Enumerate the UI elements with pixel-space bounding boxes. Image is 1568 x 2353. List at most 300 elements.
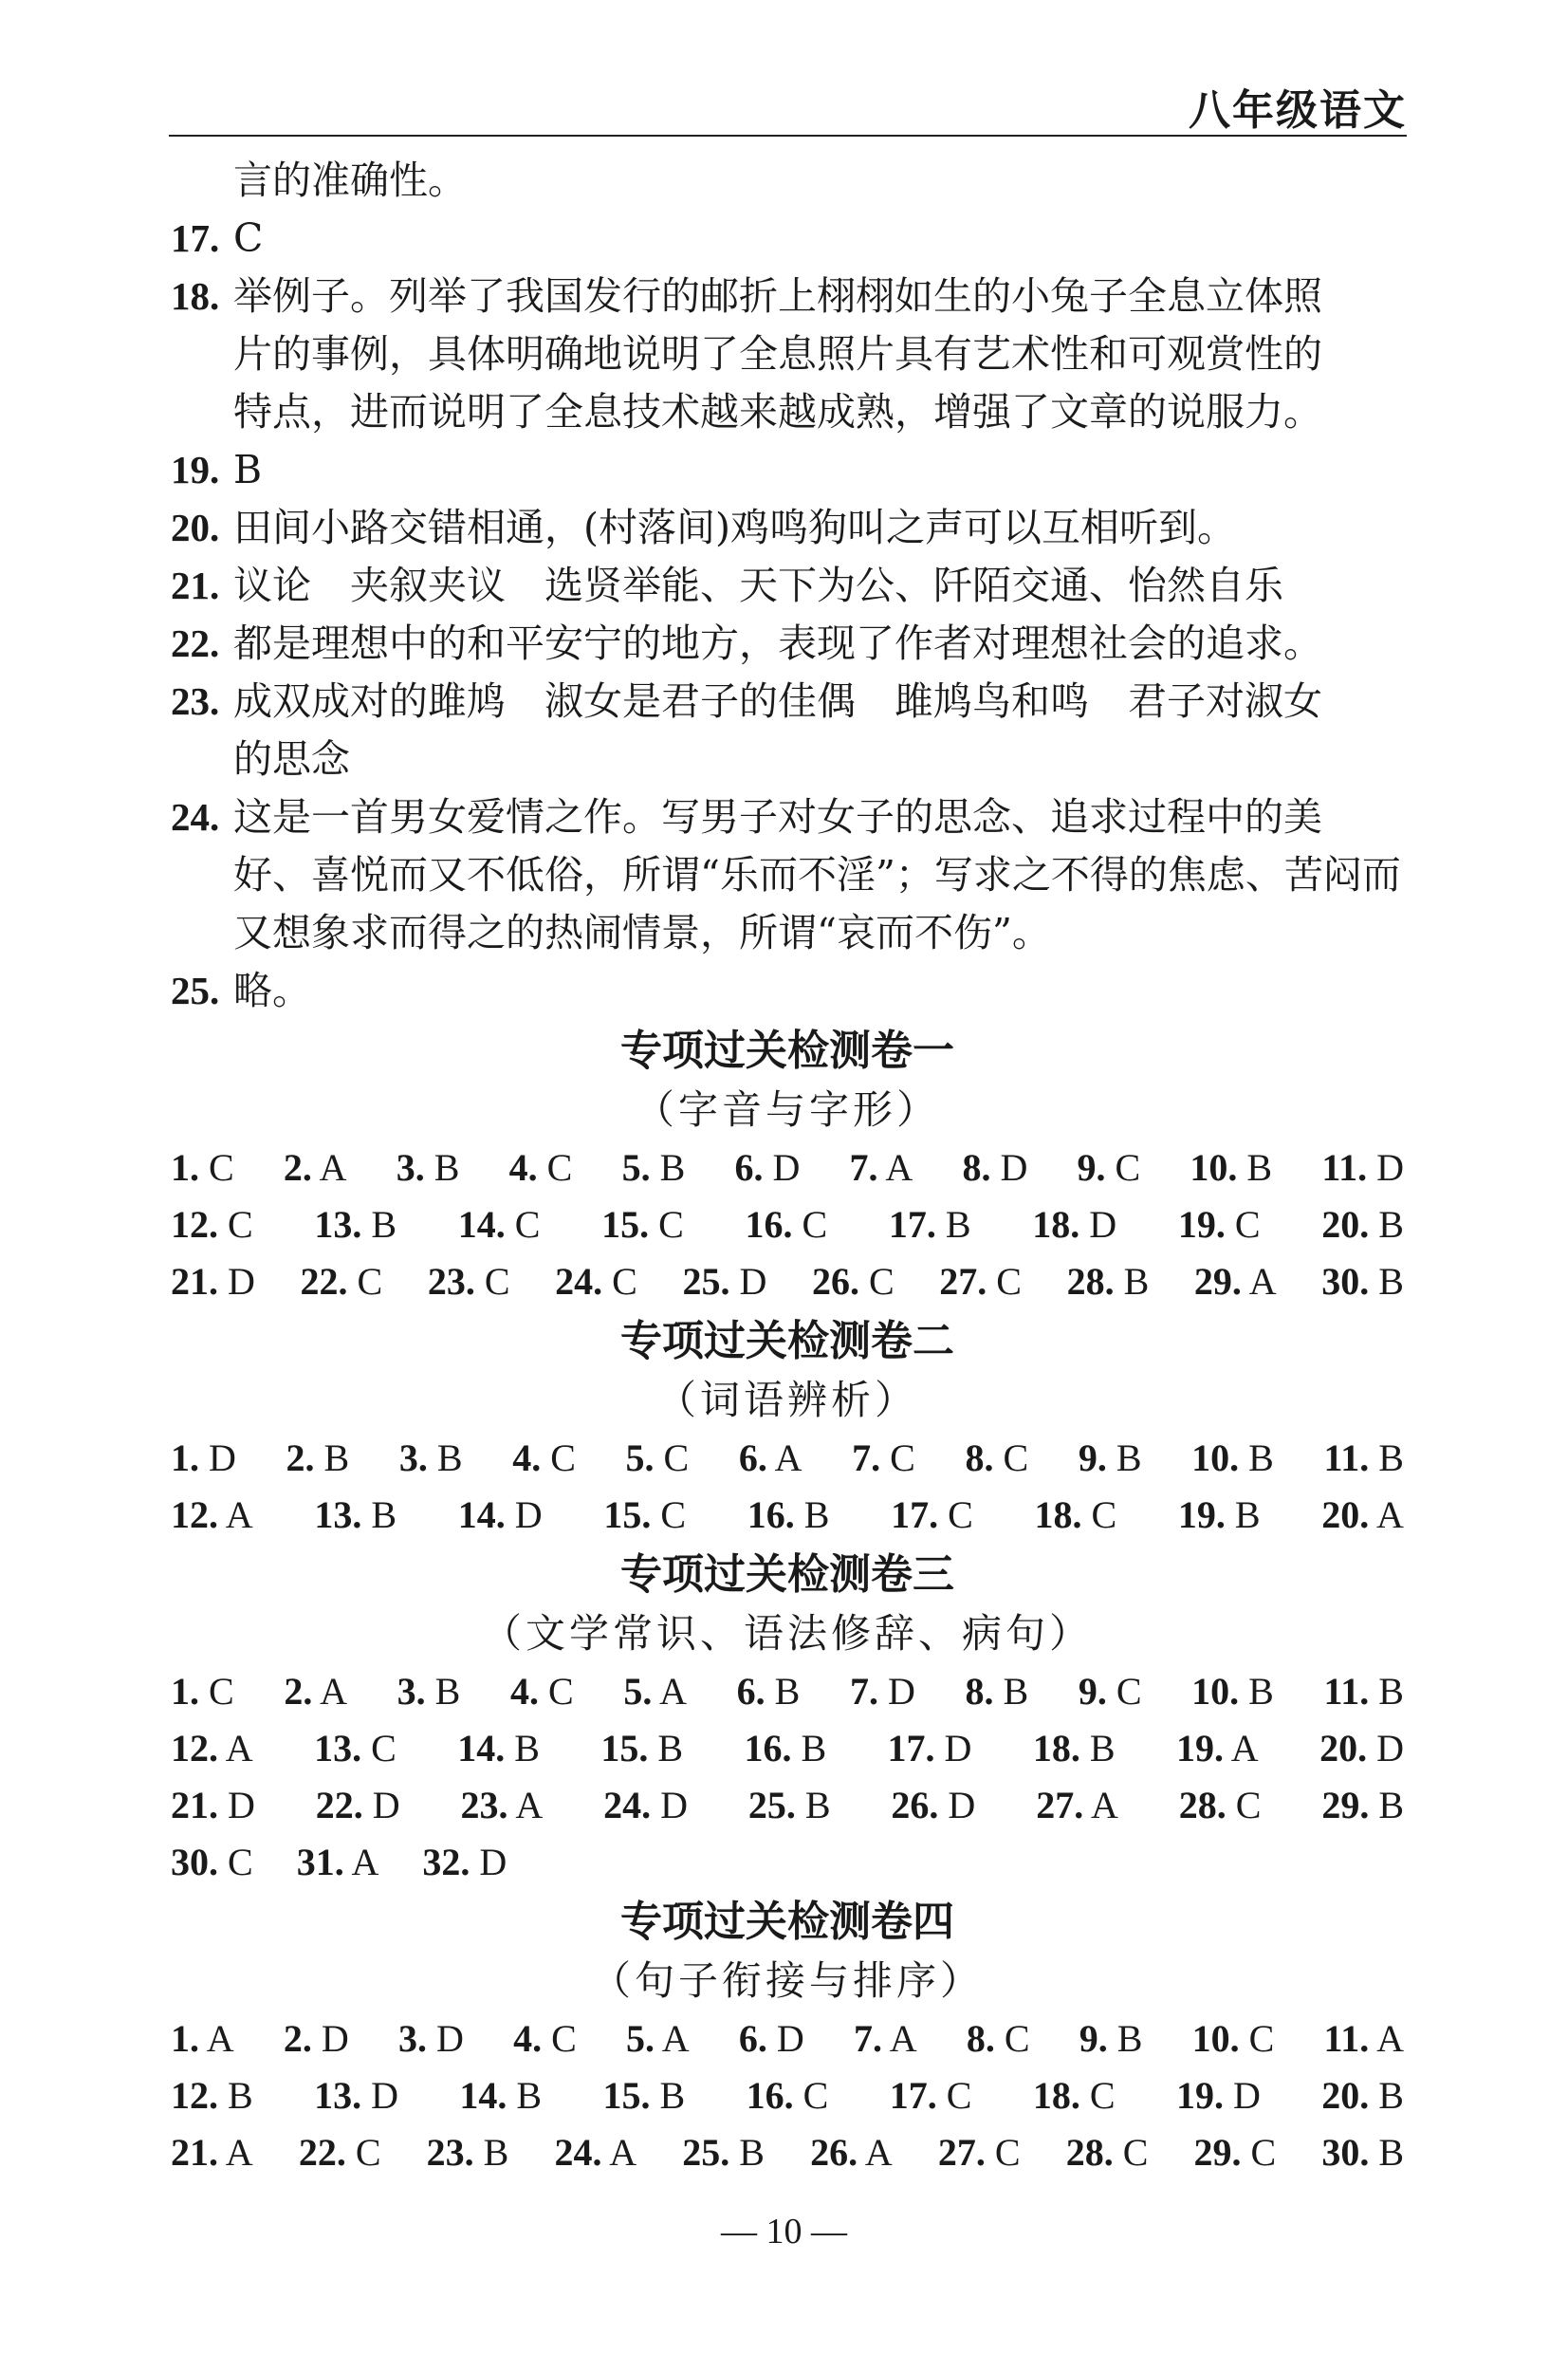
question-number: 13. (314, 2074, 362, 2117)
question-number: 14. (457, 1493, 506, 1536)
answer-choice: B (1079, 1727, 1116, 1769)
question-number: 24. (554, 2131, 602, 2174)
answer-text: C (233, 215, 264, 261)
answer-choice: C (474, 1260, 510, 1303)
question-number: 29. (1193, 1260, 1242, 1303)
answer-cell (458, 1196, 541, 1253)
answer-cell (314, 1720, 397, 1777)
answer-cell (1032, 1196, 1116, 1253)
question-number: 26. (811, 1260, 859, 1303)
question-number: 16. (746, 2074, 794, 2117)
answer-choice: B (361, 1203, 397, 1246)
answer-text: 片的事例，具体明确地说明了全息照片具有艺术性和可观赏性的 (233, 331, 1322, 377)
answer-cell (626, 2010, 690, 2067)
answer-choice: D (1367, 1146, 1404, 1189)
answer-choice: D (1079, 1203, 1117, 1246)
answer-choice: B (314, 1436, 350, 1479)
question-number: 14. (459, 2074, 507, 2117)
answer-choice: B (650, 2074, 686, 2117)
question-number: 12. (171, 1727, 218, 1769)
answer-cell (513, 2010, 577, 2067)
answer-choice: B (361, 1493, 397, 1536)
answer-cell (962, 1139, 1027, 1196)
answer-choice: C (1239, 2017, 1275, 2060)
question-number: 10. (1191, 1436, 1240, 1479)
question-number: 5. (621, 1146, 651, 1189)
answer-choice: C (1113, 2131, 1149, 2174)
section-title: 专项过关检测卷一 (620, 1027, 954, 1075)
question-number: 1. (171, 2017, 199, 2060)
question-number: 10. (1191, 2017, 1240, 2060)
answer-choice: A (654, 2017, 690, 2060)
answer-choice: A (199, 2017, 234, 2060)
answer-cell (171, 1430, 236, 1487)
answer-cell (284, 2010, 349, 2067)
answer-text: 议论 夹叙夹议 选贤举能、天下为公、阡陌交通、怡然自乐 (233, 563, 1283, 608)
question-number: 18. (1032, 1203, 1080, 1246)
question-number: 7. (849, 1670, 878, 1713)
question-number: 16. (744, 1727, 792, 1769)
answer-choice: B (473, 2131, 509, 2174)
question-number: 16. (747, 1493, 795, 1536)
answer-choice: C (1226, 1784, 1262, 1826)
answer-choice: C (538, 1670, 574, 1713)
answer-choice: A (311, 1146, 347, 1189)
answer-cell (603, 1487, 686, 1544)
answer-cell (854, 2010, 917, 2067)
question-number: 5. (623, 1670, 653, 1713)
answer-cell (1078, 1139, 1141, 1196)
answer-choice: D (729, 1260, 767, 1303)
answer-cell (171, 1196, 253, 1253)
answer-choice: C (602, 1260, 637, 1303)
answer-choice: B (765, 1670, 801, 1713)
question-number: 4. (512, 1436, 542, 1479)
question-number: 3. (398, 1436, 428, 1479)
answer-choice: A (858, 2131, 893, 2174)
question-number: 22. (315, 1784, 363, 1826)
answer-choice: D (763, 1146, 801, 1189)
answer-cell (398, 2010, 464, 2067)
question-number: 21. (171, 2131, 218, 2174)
answer-line (171, 557, 1404, 615)
answer-choice: A (1223, 1727, 1259, 1769)
question-number: 24. (555, 1260, 603, 1303)
question-number: 3. (396, 1146, 425, 1189)
question-number: 30. (1321, 2131, 1370, 2174)
answer-text: 特点，进而说明了全息技术越来越成熟，增强了文章的说服力。 (233, 389, 1322, 435)
question-number: 29. (1193, 2131, 1242, 2174)
question-number: 15. (602, 2074, 651, 2117)
answer-cell (171, 1663, 234, 1720)
answer-cell (746, 1196, 828, 1253)
answer-cell (812, 1253, 895, 1310)
question-number: 19. (1177, 1493, 1226, 1536)
answer-cell (1191, 1663, 1274, 1720)
answer-cell (1323, 1430, 1403, 1487)
answer-choice: C (987, 1260, 1022, 1303)
question-number: 19. (1175, 2074, 1224, 2117)
answer-choice: D (1367, 1727, 1404, 1769)
answer-cell (888, 1720, 972, 1777)
question-number: 7. (852, 1436, 881, 1479)
answer-text: 都是理想中的和平安宁的地方，表现了作者对理想社会的追求。 (233, 621, 1322, 666)
answer-choice: C (1241, 2131, 1277, 2174)
answer-cell (852, 1430, 915, 1487)
question-number: 6. (736, 1670, 766, 1713)
question-number: 20. (1321, 2074, 1370, 2117)
page-number: — 10 — (721, 2212, 847, 2251)
question-number: 30. (171, 1841, 218, 1883)
answer-cell (314, 1196, 397, 1253)
answer-choice: A (1369, 2017, 1404, 2060)
question-number: 2. (283, 2017, 312, 2060)
answer-line (171, 904, 1404, 962)
answer-choice: B (1237, 1146, 1273, 1189)
answer-choice: B (1369, 1203, 1404, 1246)
answer-choice: D (426, 2017, 464, 2060)
answer-cell (603, 1777, 688, 1834)
question-number: 26. (891, 1784, 939, 1826)
answer-choice: B (1114, 1260, 1150, 1303)
answer-cell (171, 1720, 253, 1777)
answer-choice: D (990, 1146, 1028, 1189)
question-number: 1. (171, 1146, 199, 1189)
answer-choice: B (1239, 1436, 1274, 1479)
answer-choice: B (794, 1493, 830, 1536)
answer-row (171, 2124, 1404, 2181)
question-number: 20. (1321, 1493, 1370, 1536)
question-number: 12. (171, 1203, 218, 1246)
answer-choice: B (427, 1436, 463, 1479)
answer-text: 言的准确性。 (233, 157, 467, 203)
answer-choice: C (994, 2017, 1030, 2060)
answer-cell (966, 1430, 1029, 1487)
answer-cell (600, 1720, 683, 1777)
answer-cell (891, 1777, 975, 1834)
answer-choice: B (648, 1727, 684, 1769)
question-number: 6. (734, 1146, 764, 1189)
answer-text: 成双成对的雎鸠 淑女是君子的佳偶 雎鸠鸟和鸣 君子对淑女 (233, 678, 1322, 724)
question-number: 18. (1032, 2074, 1080, 2117)
question-number: 2. (283, 1146, 312, 1189)
answer-cell (850, 1139, 913, 1196)
answer-cell (459, 2067, 542, 2124)
question-number: 8. (965, 1436, 994, 1479)
question-number: 23. (171, 679, 220, 723)
answer-choice: C (218, 1203, 253, 1246)
answer-line (171, 788, 1404, 846)
question-number: 14. (457, 1727, 506, 1769)
question-number: 9. (1078, 1436, 1107, 1479)
question-number: 20. (1319, 1727, 1368, 1769)
answer-choice: B (1369, 1784, 1404, 1826)
question-number: 1. (171, 1436, 199, 1479)
answer-cell (1079, 1663, 1142, 1720)
answer-cell (1190, 1139, 1272, 1196)
answer-row (171, 1834, 1404, 1891)
section-subtitle: （句子衔接与排序） (590, 1957, 984, 2004)
answer-cell (171, 1834, 253, 1891)
answer-row (171, 1777, 1404, 1834)
answer-choice: C (993, 1436, 1029, 1479)
answer-choice: B (1369, 2131, 1404, 2174)
answer-cell (555, 1253, 637, 1310)
answer-choice: C (793, 2074, 829, 2117)
question-number: 7. (849, 1146, 878, 1189)
answer-choice: B (795, 1784, 831, 1826)
answer-choice: B (1225, 1493, 1261, 1536)
answer-text: 举例子。列举了我国发行的邮折上栩栩如生的小兔子全息立体照 (233, 273, 1322, 319)
question-number: 15. (601, 1203, 650, 1246)
question-number: 18. (1034, 1493, 1082, 1536)
question-number: 13. (314, 1493, 362, 1536)
answer-choice: C (651, 1493, 687, 1536)
question-number: 23. (427, 1260, 475, 1303)
question-number: 17. (888, 1203, 936, 1246)
answer-cell (554, 2124, 636, 2181)
answer-choice: A (312, 1670, 348, 1713)
answer-choice: B (424, 1146, 460, 1189)
answer-line (171, 152, 1404, 210)
answer-choice: D (505, 1493, 543, 1536)
answer-choice: C (858, 1260, 895, 1303)
answer-text: 这是一首男女爱情之作。写男子对女子的思念、追求过程中的美 (233, 794, 1322, 840)
answer-line (171, 325, 1404, 383)
answer-cell (1319, 1720, 1404, 1777)
answer-choice: D (938, 1784, 976, 1826)
answer-cell (939, 1253, 1022, 1310)
answer-cell (1321, 1139, 1404, 1196)
question-number: 6. (738, 1436, 767, 1479)
question-number: 4. (513, 2017, 543, 2060)
question-number: 25. (682, 1260, 730, 1303)
answer-line (171, 441, 1404, 499)
question-number: 28. (1066, 1260, 1115, 1303)
answer-choice: B (1369, 2074, 1404, 2117)
answer-cell (739, 2010, 804, 2067)
answer-choice: C (218, 1841, 253, 1883)
answer-cell (1194, 2124, 1277, 2181)
answer-cell (314, 2067, 398, 2124)
answer-choice: C (1079, 2074, 1116, 2117)
answer-cell (171, 2067, 253, 2124)
header-title: 八年级语文 (1189, 86, 1407, 135)
answer-cell (1324, 2010, 1404, 2067)
answer-cell (284, 1139, 347, 1196)
answer-choice: C (654, 1436, 690, 1479)
answer-cell (938, 2124, 1021, 2181)
answer-cell (1192, 2010, 1275, 2067)
question-number: 19. (1177, 1203, 1226, 1246)
question-number: 2. (284, 1670, 313, 1713)
question-number: 22. (298, 2131, 346, 2174)
answer-choice: B (425, 1670, 461, 1713)
question-number: 17. (887, 1727, 935, 1769)
answer-cell (1321, 2124, 1404, 2181)
answer-cell (1176, 1720, 1259, 1777)
answer-cell (299, 2124, 381, 2181)
answer-cell (399, 1430, 463, 1487)
question-number: 24. (603, 1784, 652, 1826)
answer-choice: D (1223, 2074, 1261, 2117)
answer-cell (601, 1196, 684, 1253)
answer-cell (810, 2124, 893, 2181)
question-number: 9. (1079, 2017, 1108, 2060)
answer-text: 好、喜悦而又不低俗，所谓“乐而不淫”；写求之不得的焦虑、苦闷而 (233, 852, 1401, 898)
answer-choice: D (934, 1727, 972, 1769)
answer-choice: B (993, 1670, 1029, 1713)
question-number: 17. (889, 2074, 937, 2117)
answer-line (171, 615, 1404, 673)
section-title: 专项过关检测卷二 (620, 1317, 954, 1365)
answer-choice: C (1225, 1203, 1261, 1246)
answer-choice: A (343, 1841, 379, 1883)
question-number: 21. (171, 1784, 218, 1826)
answer-choice: D (362, 1784, 400, 1826)
answer-cell (737, 1663, 801, 1720)
question-number: 21. (171, 564, 220, 607)
answer-cell (510, 1663, 574, 1720)
answer-row (171, 1196, 1404, 1253)
answer-cell (284, 1663, 347, 1720)
answer-choice: B (1239, 1670, 1274, 1713)
answer-cell (682, 1253, 766, 1310)
answer-choice: B (218, 2074, 253, 2117)
section-subtitle: （字音与字形） (634, 1086, 940, 1133)
answer-cell (744, 1720, 826, 1777)
question-number: 10. (1191, 1670, 1240, 1713)
question-number: 23. (426, 2131, 474, 2174)
question-number: 27. (939, 1260, 987, 1303)
answer-cell (890, 2067, 972, 2124)
question-number: 11. (1321, 1146, 1368, 1189)
question-number: 17. (171, 216, 220, 260)
answer-line (171, 383, 1404, 441)
answer-cell (457, 1720, 540, 1777)
answer-choice: C (537, 1146, 573, 1189)
answer-cell (1178, 1487, 1261, 1544)
answer-cell (622, 1139, 686, 1196)
answer-line (171, 210, 1404, 268)
answer-choice: C (936, 2074, 972, 2117)
answer-cell (301, 1253, 383, 1310)
question-number: 9. (1077, 1146, 1106, 1189)
answer-row (171, 1430, 1404, 1487)
answer-choice: B (1106, 1436, 1142, 1479)
answer-choice: C (347, 1260, 383, 1303)
answer-cell (458, 1487, 543, 1544)
question-number: 27. (1036, 1784, 1084, 1826)
answer-choice: C (1106, 1670, 1142, 1713)
answer-cell (1079, 2010, 1143, 2067)
question-number: 11. (1323, 1670, 1370, 1713)
answer-choice: D (218, 1784, 255, 1826)
answer-choice: B (505, 1727, 540, 1769)
question-number: 19. (1175, 1727, 1224, 1769)
section-subtitle: （文学常识、语法修辞、病句） (481, 1610, 1093, 1657)
answer-row (171, 2067, 1404, 2124)
section-title: 专项过关检测卷三 (620, 1550, 954, 1599)
answer-cell (427, 2124, 509, 2181)
answer-choice: D (361, 2074, 398, 2117)
answer-choice: C (542, 2017, 577, 2060)
answer-choice: B (1369, 1260, 1404, 1303)
question-number: 9. (1078, 1670, 1107, 1713)
answer-text: 的思念 (233, 736, 350, 782)
answer-cell (512, 1430, 576, 1487)
answer-choice: A (601, 2131, 637, 2174)
section-title: 专项过关检测卷四 (620, 1898, 954, 1946)
question-number: 8. (965, 1670, 994, 1713)
answer-choice: C (1105, 1146, 1141, 1189)
answer-cell (314, 1487, 397, 1544)
question-number: 13. (314, 1727, 362, 1769)
answer-cell (747, 1487, 830, 1544)
question-number: 11. (1323, 2017, 1370, 2060)
answer-choice: D (651, 1784, 688, 1826)
answer-cell (966, 1663, 1029, 1720)
question-number: 20. (171, 506, 220, 549)
answer-cell (397, 1139, 460, 1196)
answer-content (171, 152, 1404, 2181)
answer-choice: B (507, 2074, 543, 2117)
answer-cell (623, 1663, 687, 1720)
answer-choice: B (935, 1203, 971, 1246)
answer-choice: B (791, 1727, 827, 1769)
question-number: 7. (853, 2017, 882, 2060)
answer-cell (747, 2067, 829, 2124)
answer-line (171, 673, 1404, 731)
answer-cell (626, 1430, 690, 1487)
answer-cell (397, 1663, 461, 1720)
answer-cell (422, 1834, 507, 1891)
answer-cell (1194, 1253, 1277, 1310)
answer-text: 田间小路交错相通，(村落间)鸡鸣狗叫之声可以互相听到。 (233, 505, 1236, 550)
answer-choice: A (218, 1727, 253, 1769)
question-number: 12. (171, 2074, 218, 2117)
answer-choice: C (199, 1670, 234, 1713)
question-number: 27. (937, 2131, 986, 2174)
question-number: 21. (171, 1260, 218, 1303)
answer-cell (171, 1487, 253, 1544)
answer-cell (171, 1253, 255, 1310)
answer-cell (889, 1196, 971, 1253)
question-number: 3. (397, 2017, 427, 2060)
question-number: 1. (171, 1670, 199, 1713)
answer-choice: C (649, 1203, 684, 1246)
answer-text: 略。 (233, 968, 311, 1013)
question-number: 26. (810, 2131, 858, 2174)
question-number: 12. (171, 1493, 218, 1536)
answer-cell (1079, 1430, 1142, 1487)
answer-choice: C (938, 1493, 973, 1536)
answer-choice: C (1081, 1493, 1117, 1536)
answer-cell (171, 1139, 234, 1196)
answer-row (171, 1720, 1404, 1777)
answer-choice: B (1107, 2017, 1143, 2060)
answer-text: 又想象求而得之的热闹情景，所谓“哀而不伤”。 (233, 910, 1051, 955)
answer-cell (1033, 1720, 1116, 1777)
answer-cell (967, 2010, 1030, 2067)
question-number: 8. (966, 2017, 995, 2060)
question-number: 22. (171, 621, 220, 665)
question-number: 14. (457, 1203, 506, 1246)
answer-choice: A (1241, 1260, 1277, 1303)
answer-choice: D (470, 1841, 507, 1883)
question-number: 31. (296, 1841, 344, 1883)
question-number: 18. (1032, 1727, 1080, 1769)
